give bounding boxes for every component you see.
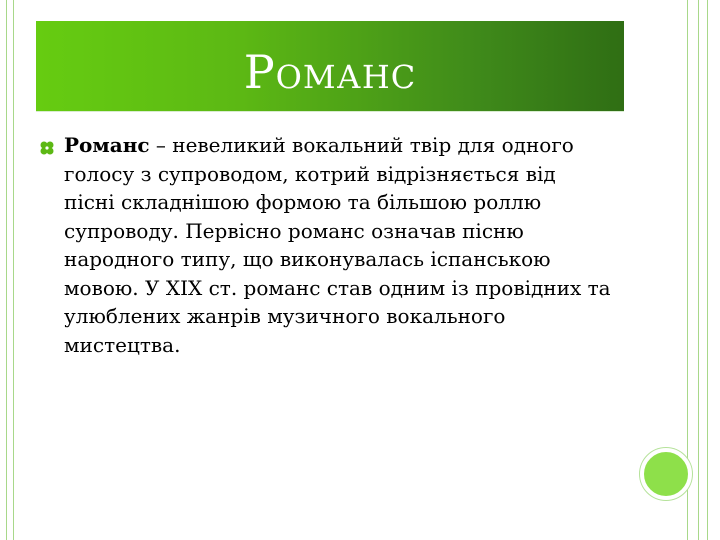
title-banner bbox=[36, 21, 624, 111]
decorative-green-circle bbox=[640, 448, 692, 500]
left-frame-decoration bbox=[6, 0, 14, 540]
slide-title: Романс bbox=[243, 45, 417, 99]
four-leaf-clover-bullet-icon bbox=[40, 141, 54, 155]
defined-term: Романс bbox=[64, 133, 150, 157]
definition-text: – невеликий вокальний твір для одного голосу з супроводом, котрий відрізняється від пісні складнішою формою та більшою роллю супроводу. Первісно романс означав пісню народного типу, що виконувалась іспанською мовою. У XIX ст. романс став одним із провідних та улюблених жанрів музичного вокального мистецтва. bbox=[64, 133, 611, 357]
title-underline bbox=[36, 111, 624, 112]
right-frame-decoration bbox=[687, 0, 699, 540]
right-frame-outer-line bbox=[707, 0, 708, 540]
slide-body-paragraph bbox=[64, 131, 612, 359]
